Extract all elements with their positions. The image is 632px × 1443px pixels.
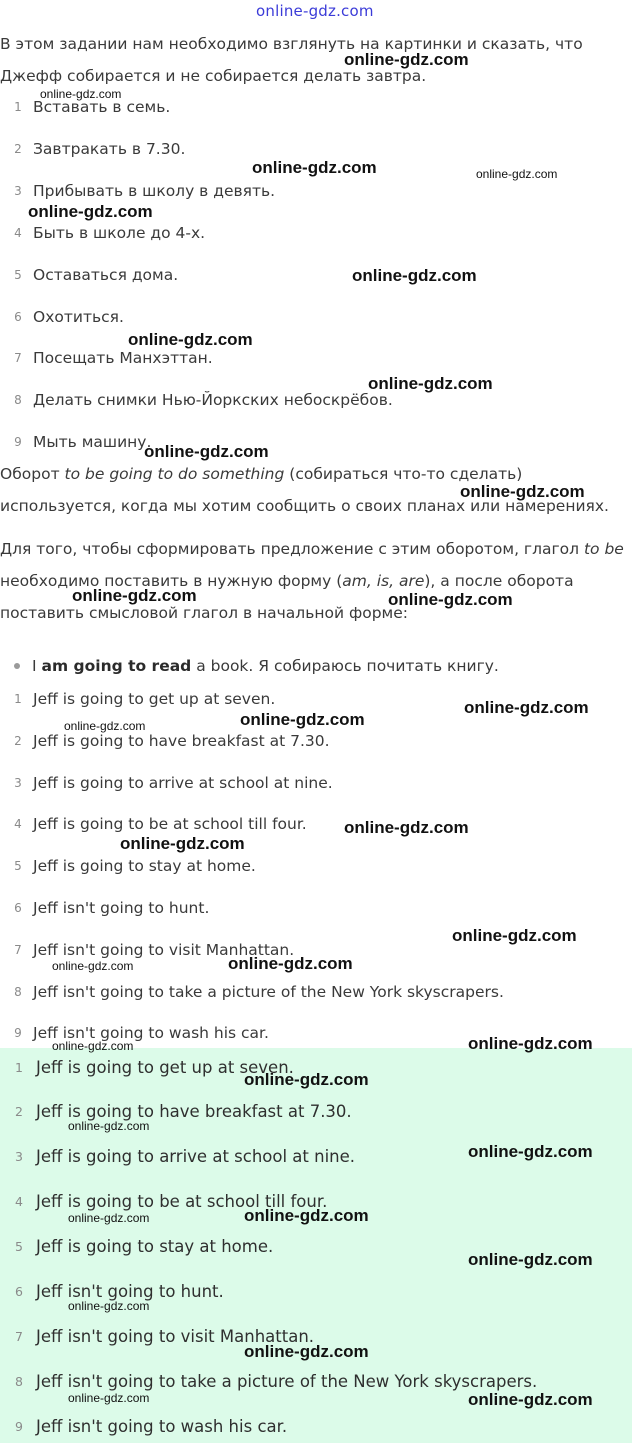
watermark: online-gdz.com — [244, 1206, 369, 1225]
item-number: 4 — [14, 817, 22, 831]
item-text: Мыть машину. — [33, 433, 152, 451]
watermark: online-gdz.com — [228, 954, 353, 973]
watermark: online-gdz.com — [28, 202, 153, 221]
watermark: online-gdz.com — [388, 590, 513, 609]
item-number: 2 — [14, 734, 22, 748]
watermark: online-gdz.com — [344, 818, 469, 837]
watermark: online-gdz.com — [468, 1034, 593, 1053]
item-number: 3 — [14, 776, 22, 790]
item-text: Jeff isn't going to visit Manhattan. — [33, 941, 295, 959]
watermark: online-gdz.com — [352, 266, 477, 285]
item-text: Оставаться дома. — [33, 266, 179, 284]
list-item — [0, 343, 620, 373]
list-item — [0, 809, 620, 839]
answer-box — [0, 1048, 632, 1443]
item-text: Jeff isn't going to hunt. — [36, 1281, 224, 1301]
list-item — [0, 893, 620, 923]
item-number: 1 — [14, 100, 22, 114]
item-number: 8 — [14, 393, 22, 407]
item-text: Jeff is going to stay at home. — [33, 857, 256, 875]
watermark: online-gdz.com — [464, 698, 589, 717]
watermark: online-gdz.com — [476, 167, 558, 181]
watermark: online-gdz.com — [468, 1142, 593, 1161]
item-number: 1 — [15, 1059, 23, 1075]
watermark: online-gdz.com — [68, 1299, 150, 1313]
list-item — [0, 260, 620, 290]
item-number: 4 — [15, 1193, 23, 1209]
watermark: online-gdz.com — [240, 710, 365, 729]
item-text: Jeff isn't going to take a picture of the New York skyscrapers. — [36, 1371, 538, 1391]
item-number: 5 — [15, 1238, 23, 1254]
watermark: online-gdz.com — [144, 442, 269, 461]
watermark: online-gdz.com — [68, 1119, 150, 1133]
item-text: Jeff is going to get up at seven. — [36, 1057, 294, 1077]
watermark: online-gdz.com — [120, 834, 245, 853]
list-item — [0, 302, 620, 332]
example-text: I am going to read a book. Я собираюсь почитать книгу. — [32, 657, 499, 675]
item-number: 5 — [14, 859, 22, 873]
item-number: 7 — [14, 943, 22, 957]
list-item — [0, 851, 620, 881]
item-text: Jeff is going to be at school till four. — [36, 1191, 328, 1211]
item-number: 7 — [14, 351, 22, 365]
watermark: online-gdz.com — [68, 1211, 150, 1225]
item-text: Прибывать в школу в девять. — [33, 182, 276, 200]
list-item — [0, 427, 620, 457]
item-number: 1 — [14, 692, 22, 706]
item-number: 6 — [14, 310, 22, 324]
item-text: Jeff isn't going to take a picture of the New York skyscrapers. — [33, 983, 504, 1001]
item-text: Вставать в семь. — [33, 98, 171, 116]
item-text: Jeff is going to have breakfast at 7.30. — [36, 1101, 352, 1121]
watermark: online-gdz.com — [368, 374, 493, 393]
list-item — [0, 218, 620, 248]
grammar-paragraph-1: Оборот to be going to do something (собираться что-то сделать) используется, когда мы хотим сообщить о своих планах или намерениях. — [0, 465, 609, 515]
item-number: 8 — [15, 1373, 23, 1389]
list-item — [0, 385, 620, 415]
item-number: 2 — [15, 1103, 23, 1119]
watermark: online-gdz.com — [460, 482, 585, 501]
site-header-link[interactable]: online-gdz.com — [256, 2, 374, 20]
list-item — [0, 977, 620, 1007]
watermark: online-gdz.com — [68, 1391, 150, 1405]
item-number: 9 — [14, 1026, 22, 1040]
grammar-paragraph-2: Для того, чтобы сформировать предложение с этим оборотом, глагол to be необходимо поставить в нужную форму (am, is, are), а после оборота поставить смысловой глагол в начальной форме: — [0, 540, 624, 622]
item-text: Охотиться. — [33, 308, 124, 326]
example-bullet — [0, 652, 499, 680]
item-text: Делать снимки Нью-Йоркских небоскрёбов. — [33, 391, 393, 409]
item-number: 6 — [14, 901, 22, 915]
watermark: online-gdz.com — [468, 1250, 593, 1269]
answer-item — [0, 1095, 352, 1127]
watermark: online-gdz.com — [344, 50, 469, 69]
list-item — [0, 768, 620, 798]
watermark: online-gdz.com — [64, 719, 146, 733]
item-number: 8 — [14, 985, 22, 999]
answer-item — [0, 1140, 355, 1172]
item-number: 3 — [15, 1148, 23, 1164]
item-text: Jeff isn't going to hunt. — [33, 899, 210, 917]
item-text: Jeff isn't going to visit Manhattan. — [36, 1326, 315, 1346]
item-text: Jeff is going to arrive at school at nine. — [33, 774, 333, 792]
watermark: online-gdz.com — [52, 959, 134, 973]
item-text: Jeff is going to get up at seven. — [33, 690, 276, 708]
watermark: online-gdz.com — [468, 1390, 593, 1409]
bullet-icon — [14, 663, 20, 669]
watermark: online-gdz.com — [244, 1070, 369, 1089]
answer-item — [0, 1410, 287, 1442]
item-number: 4 — [14, 226, 22, 240]
item-text: Посещать Манхэттан. — [33, 349, 213, 367]
item-number: 2 — [14, 142, 22, 156]
item-number: 9 — [14, 435, 22, 449]
item-text: Jeff isn't going to wash his car. — [36, 1416, 288, 1436]
watermark: online-gdz.com — [128, 330, 253, 349]
item-number: 7 — [15, 1328, 23, 1344]
item-text: Jeff isn't going to wash his car. — [33, 1024, 269, 1042]
item-number: 6 — [15, 1283, 23, 1299]
item-text: Завтракать в 7.30. — [33, 140, 186, 158]
item-number: 3 — [14, 184, 22, 198]
intro-text: В этом задании нам необходимо взглянуть на картинки и сказать, что Джефф собирается и не собирается делать завтра. — [0, 35, 583, 85]
item-text: Jeff is going to stay at home. — [36, 1236, 274, 1256]
watermark: online-gdz.com — [252, 158, 377, 177]
watermark: online-gdz.com — [72, 586, 197, 605]
watermark: online-gdz.com — [452, 926, 577, 945]
item-text: Быть в школе до 4-х. — [33, 224, 206, 242]
watermark: online-gdz.com — [52, 1039, 134, 1053]
answer-item — [0, 1230, 273, 1262]
item-number: 5 — [14, 268, 22, 282]
item-text: Jeff is going to be at school till four. — [33, 815, 307, 833]
watermark: online-gdz.com — [244, 1342, 369, 1361]
item-number: 9 — [15, 1418, 23, 1434]
item-text: Jeff is going to have breakfast at 7.30. — [33, 732, 330, 750]
watermark: online-gdz.com — [40, 87, 122, 101]
item-text: Jeff is going to arrive at school at nine. — [36, 1146, 356, 1166]
